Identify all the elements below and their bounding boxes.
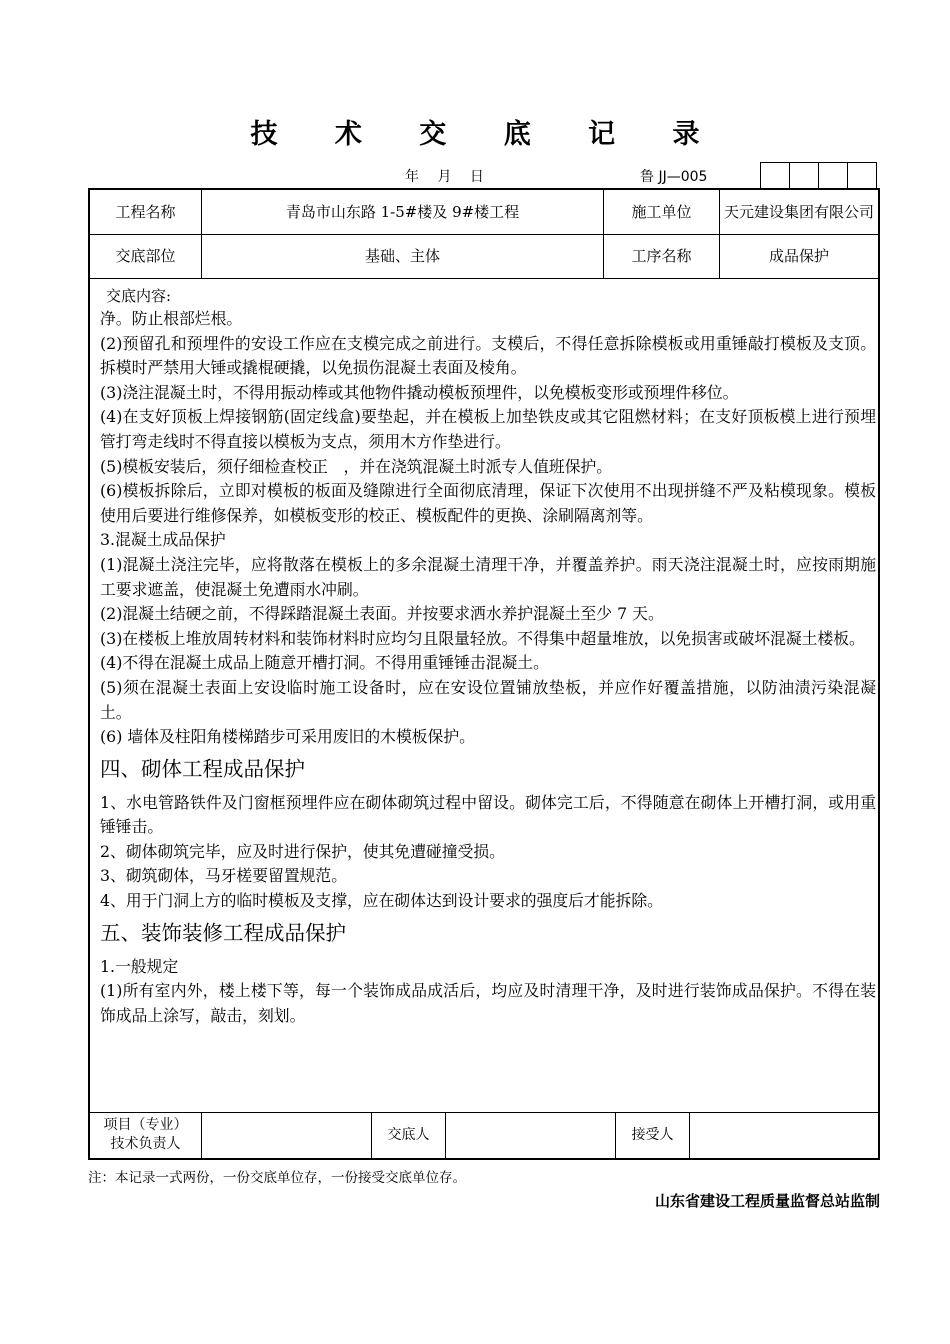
issuer-footer: 山东省建设工程质量监督总站监制 bbox=[654, 1192, 880, 1210]
tech-lead-label bbox=[90, 1112, 202, 1158]
page-title: 技 术 交 底 记 录 bbox=[250, 119, 724, 150]
form-code: 鲁 JJ—005 bbox=[640, 169, 708, 185]
disclosure-content bbox=[90, 279, 878, 1113]
paragraph: (1)所有室内外，楼上楼下等，每一个装饰成品成活后，均应及时清理干净，及时进行装饰成品保护。不得在装饰成品上涂写，敲击，刻划。 bbox=[100, 981, 876, 1025]
paragraph: (3)在楼板上堆放周转材料和装饰材料时应均匀且限量轻放。不得集中超量堆放，以免损害或破坏混凝土楼板。 bbox=[100, 628, 865, 648]
content-label: 交底内容: bbox=[106, 287, 172, 305]
process-value: 成品保护 bbox=[768, 247, 829, 265]
paragraph: (4)在支好顶板上焊接钢筋(固定线盒)要垫起，并在模板上加垫铁皮或其它阻燃材料；在支好顶板模上进行预埋管打弯走线时不得直接以模板为支点，须用木方作垫进行。 bbox=[100, 407, 876, 451]
construction-unit-label: 施工单位 bbox=[604, 190, 720, 234]
paragraph: 3、砌筑砌体，马牙槎要留置规范。 bbox=[100, 866, 348, 886]
paragraph: (5)模板安装后，须仔细检查校正 ，并在浇筑混凝土时派专人值班保护。 bbox=[100, 456, 613, 476]
receiver-signature bbox=[690, 1112, 878, 1158]
paragraph: 4、用于门洞上方的临时模板及支撑，应在砌体达到设计要求的强度后才能拆除。 bbox=[100, 891, 663, 911]
paragraph: 净。防止根部烂根。 bbox=[100, 309, 243, 328]
paragraph: 2、砌体砌筑完毕，应及时进行保护，使其免遭碰撞受损。 bbox=[100, 841, 505, 861]
content-body bbox=[100, 307, 876, 1028]
paragraph: (2)预留孔和预埋件的安设工作应在支模完成之前进行。支模后，不得任意拆除模板或用重锤敲打模板及支顶。拆模时严禁用大锤或撬棍硬撬，以免损伤混凝土表面及棱角。 bbox=[100, 333, 876, 378]
number-boxes bbox=[761, 162, 877, 190]
signature-row bbox=[90, 1112, 878, 1158]
paragraph: (2)混凝土结硬之前，不得踩踏混凝土表面。并按要求洒水养护混凝土至少 7 天。 bbox=[100, 604, 664, 624]
paragraph: (3)浇注混凝土时，不得用振动棒或其他物件撬动模板预埋件，以免模板变形或预埋件移位。 bbox=[100, 382, 739, 402]
part-label: 交底部位 bbox=[90, 234, 202, 278]
date-label: 年 月 日 bbox=[405, 169, 484, 185]
process-label: 工序名称 bbox=[604, 234, 720, 278]
construction-unit-value: 天元建设集团有限公司 bbox=[723, 203, 874, 221]
header-row-2 bbox=[90, 234, 878, 279]
part-value: 基础、主体 bbox=[202, 234, 604, 278]
section-heading: 四、砌体工程成品保护 bbox=[100, 756, 305, 781]
paragraph: (1)混凝土浇注完毕，应将散落在模板上的多余混凝土清理干净，并覆盖养护。雨天浇注混凝土时，应按雨期施工要求遮盖，使混凝土免遭雨水冲刷。 bbox=[100, 554, 876, 599]
section-heading: 五、装饰装修工程成品保护 bbox=[100, 920, 346, 945]
tech-lead-label-line1: 项目（专业） bbox=[103, 1117, 188, 1133]
header-row-1 bbox=[90, 190, 878, 235]
paragraph: (5)须在混凝土表面上安设临时施工设备时，应在安设位置铺放垫板，并应作好覆盖措施，以防油渍污染混凝土。 bbox=[100, 677, 876, 722]
paragraph: 3.混凝土成品保护 bbox=[100, 530, 226, 550]
project-name-label: 工程名称 bbox=[90, 190, 202, 234]
record-note: 注：本记录一式两份，一份交底单位存，一份接受交底单位存。 bbox=[88, 1170, 466, 1186]
paragraph: (6) 墙体及柱阳角楼梯踏步可采用废旧的木模板保护。 bbox=[100, 727, 475, 747]
paragraph: (6)模板拆除后，立即对模板的板面及缝隙进行全面彻底清理，保证下次使用不出现拼缝不严及粘模现象。模板使用后要进行维修保养，如模板变形的校正、模板配件的更换、涂刷隔离剂等。 bbox=[100, 481, 876, 525]
receiver-label: 接受人 bbox=[616, 1112, 690, 1158]
discloser-label: 交底人 bbox=[372, 1112, 446, 1158]
paragraph: (4)不得在混凝土成品上随意开槽打洞。不得用重锤锤击混凝土。 bbox=[100, 653, 549, 673]
discloser-signature bbox=[446, 1112, 616, 1158]
paragraph: 1.一般规定 bbox=[100, 956, 179, 976]
tech-lead-label-line2: 技术负责人 bbox=[110, 1136, 181, 1152]
project-name-value: 青岛市山东路 1-5#楼及 9#楼工程 bbox=[202, 190, 604, 234]
paragraph: 1、水电管路铁件及门窗框预埋件应在砌体砌筑过程中留设。砌体完工后，不得随意在砌体上开槽打洞，或用重锤锤击。 bbox=[100, 792, 876, 837]
tech-lead-signature bbox=[202, 1112, 372, 1158]
record-table bbox=[88, 188, 880, 1160]
